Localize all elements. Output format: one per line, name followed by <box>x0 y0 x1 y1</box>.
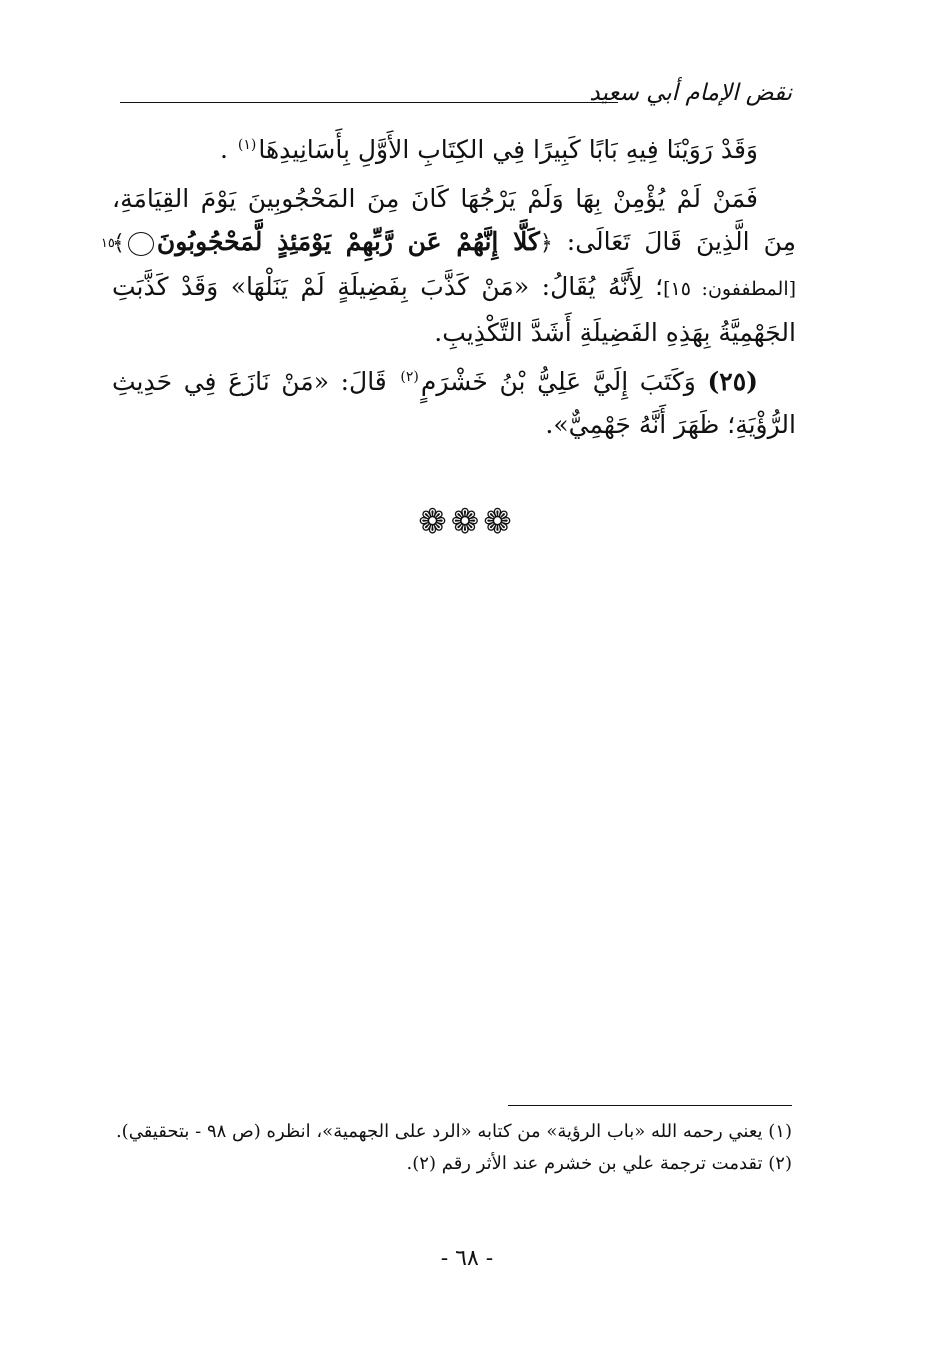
section-ornament: ❁❁❁ <box>418 502 516 542</box>
footnote-rule <box>508 1105 792 1106</box>
header-rule <box>120 102 618 103</box>
quran-verse: كَلَّا إِنَّهُمْ عَن رَّبِّهِمْ يَوْمَئِذٍ لَّمَحْجُوبُونَ <box>156 227 540 256</box>
footnotes <box>112 1116 792 1180</box>
paragraph-2-text: فَمَنْ لَمْ يُؤْمِنْ بِهَا وَلَمْ يَرْجُهَا كَانَ مِنَ المَحْجُوبِينَ يَوْمَ القِيَامَةِ، مِنَ الَّذِينَ قَالَ تَعَالَى: <box>112 184 796 256</box>
page-number: - ٦٨ - <box>440 1246 494 1271</box>
quran-open-bracket: ﴿ <box>539 231 553 256</box>
header-title: نقض الإمام أبي سعيد <box>589 80 792 106</box>
paragraph-1-end: . <box>220 135 228 164</box>
quran-close-bracket: ﴾ <box>112 231 125 256</box>
paragraph-3-text-a: وَكَتَبَ إِلَيَّ عَلِيُّ بْنُ خَشْرَمٍ <box>420 367 696 396</box>
paragraph-1-text: وَقَدْ رَوَيْنَا فِيهِ بَابًا كَبِيرًا فِي الكِتَابِ الأَوَّلِ بِأَسَانِيدِهَا <box>258 135 758 164</box>
footnote-ref-2: (٢) <box>400 368 419 385</box>
paragraph-2-rest: ؛ لِأَنَّهُ يُقَالُ: «مَنْ كَذَّبَ بِفَضِيلَةٍ لَمْ يَنَلْهَا» وَقَدْ كَذَّبَتِ الجَهْمِيَّةُ بِهَذِهِ الفَضِيلَةِ أَشَدَّ التَّكْذِيبِ. <box>112 272 796 347</box>
athar-number: (٢٥) <box>707 367 758 396</box>
footnote-1: (١) يعني رحمه الله «باب الرؤية» من كتابه «الرد على الجهمية»، انظره (ص ٩٨ - بتحقيقي). <box>115 1121 792 1142</box>
quran-citation: [المطففون: ١٥] <box>663 278 797 300</box>
footnote-ref-1: (١) <box>237 136 257 153</box>
paragraph-3 <box>112 360 796 446</box>
paragraph-2 <box>100 177 797 354</box>
footnote-2: (٢) تقدمت ترجمة علي بن خشرم عند الأثر رقم (٢). <box>406 1153 792 1174</box>
running-header <box>120 74 792 114</box>
paragraph-1 <box>112 128 796 171</box>
main-text <box>100 128 797 446</box>
paragraph-3-text-b: قَالَ: «مَنْ نَازَعَ فِي حَدِيثِ الرُّؤْيَةِ؛ ظَهَرَ أَنَّهُ جَهْمِيٌّ». <box>112 367 796 439</box>
ayah-number-mark: ١٥ <box>128 232 154 256</box>
